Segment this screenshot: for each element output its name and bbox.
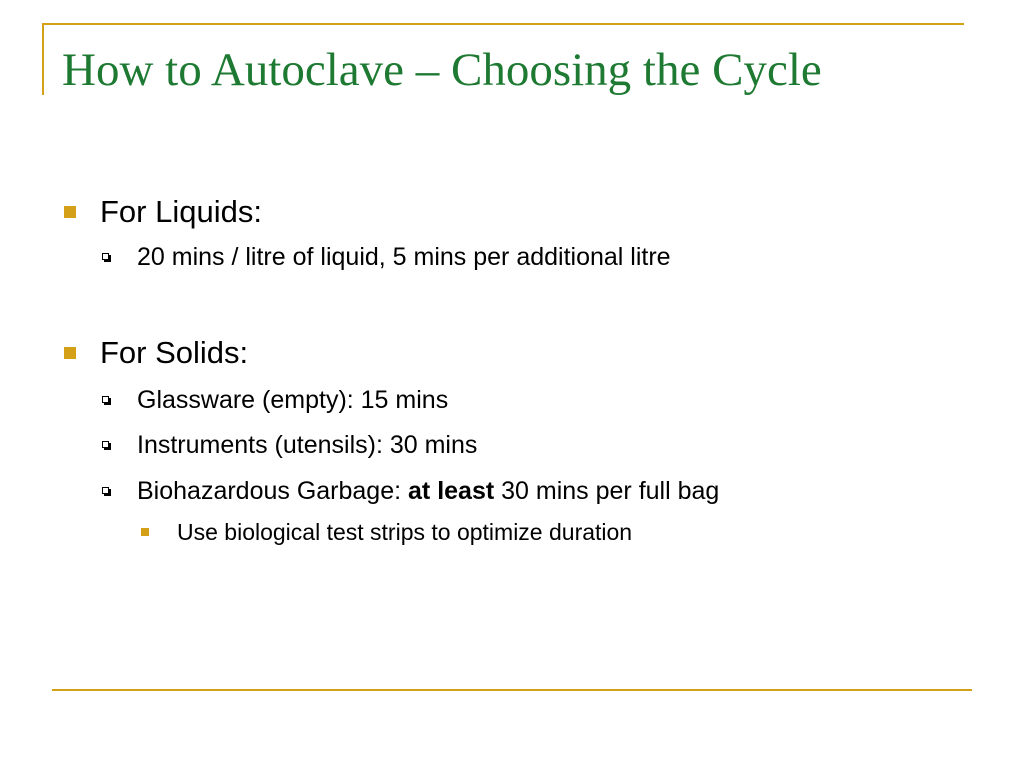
- hollow-square-bullet-icon: [102, 487, 109, 494]
- square-bullet-icon: [141, 528, 149, 536]
- bullet-solids: [100, 333, 248, 373]
- hollow-square-bullet-icon: [102, 396, 109, 403]
- instruments-text: Instruments (utensils): 30 mins: [137, 431, 478, 459]
- sub-sub-bullet-test-strips: [177, 517, 632, 547]
- garbage-prefix: Biohazardous Garbage:: [137, 477, 409, 505]
- slide-frame-left-line: [42, 23, 44, 95]
- square-bullet-icon: [64, 206, 76, 218]
- garbage-emphasis: at least: [408, 477, 495, 505]
- liquid-rule-text: 20 mins / litre of liquid, 5 mins per additional litre: [137, 243, 671, 271]
- solids-heading: For Solids:: [100, 335, 249, 370]
- hollow-square-bullet-icon: [102, 253, 109, 260]
- hollow-square-bullet-icon: [102, 441, 109, 448]
- slide-frame-top-line: [42, 23, 964, 25]
- slide-title: How to Autoclave – Choosing the Cycle: [62, 44, 822, 96]
- bullet-liquids: [100, 192, 262, 232]
- sub-bullet-liquid-rule: [137, 241, 671, 273]
- test-strips-text: Use biological test strips to optimize duration: [177, 519, 633, 545]
- square-bullet-icon: [64, 347, 76, 359]
- garbage-text: [137, 475, 719, 507]
- sub-bullet-instruments: [137, 429, 477, 461]
- garbage-suffix: 30 mins per full bag: [494, 477, 720, 505]
- slide-bottom-line: [52, 689, 972, 691]
- sub-bullet-glassware: [137, 384, 448, 416]
- sub-bullet-garbage: [137, 475, 719, 507]
- liquids-heading: For Liquids:: [100, 194, 262, 229]
- glassware-text: Glassware (empty): 15 mins: [137, 386, 449, 414]
